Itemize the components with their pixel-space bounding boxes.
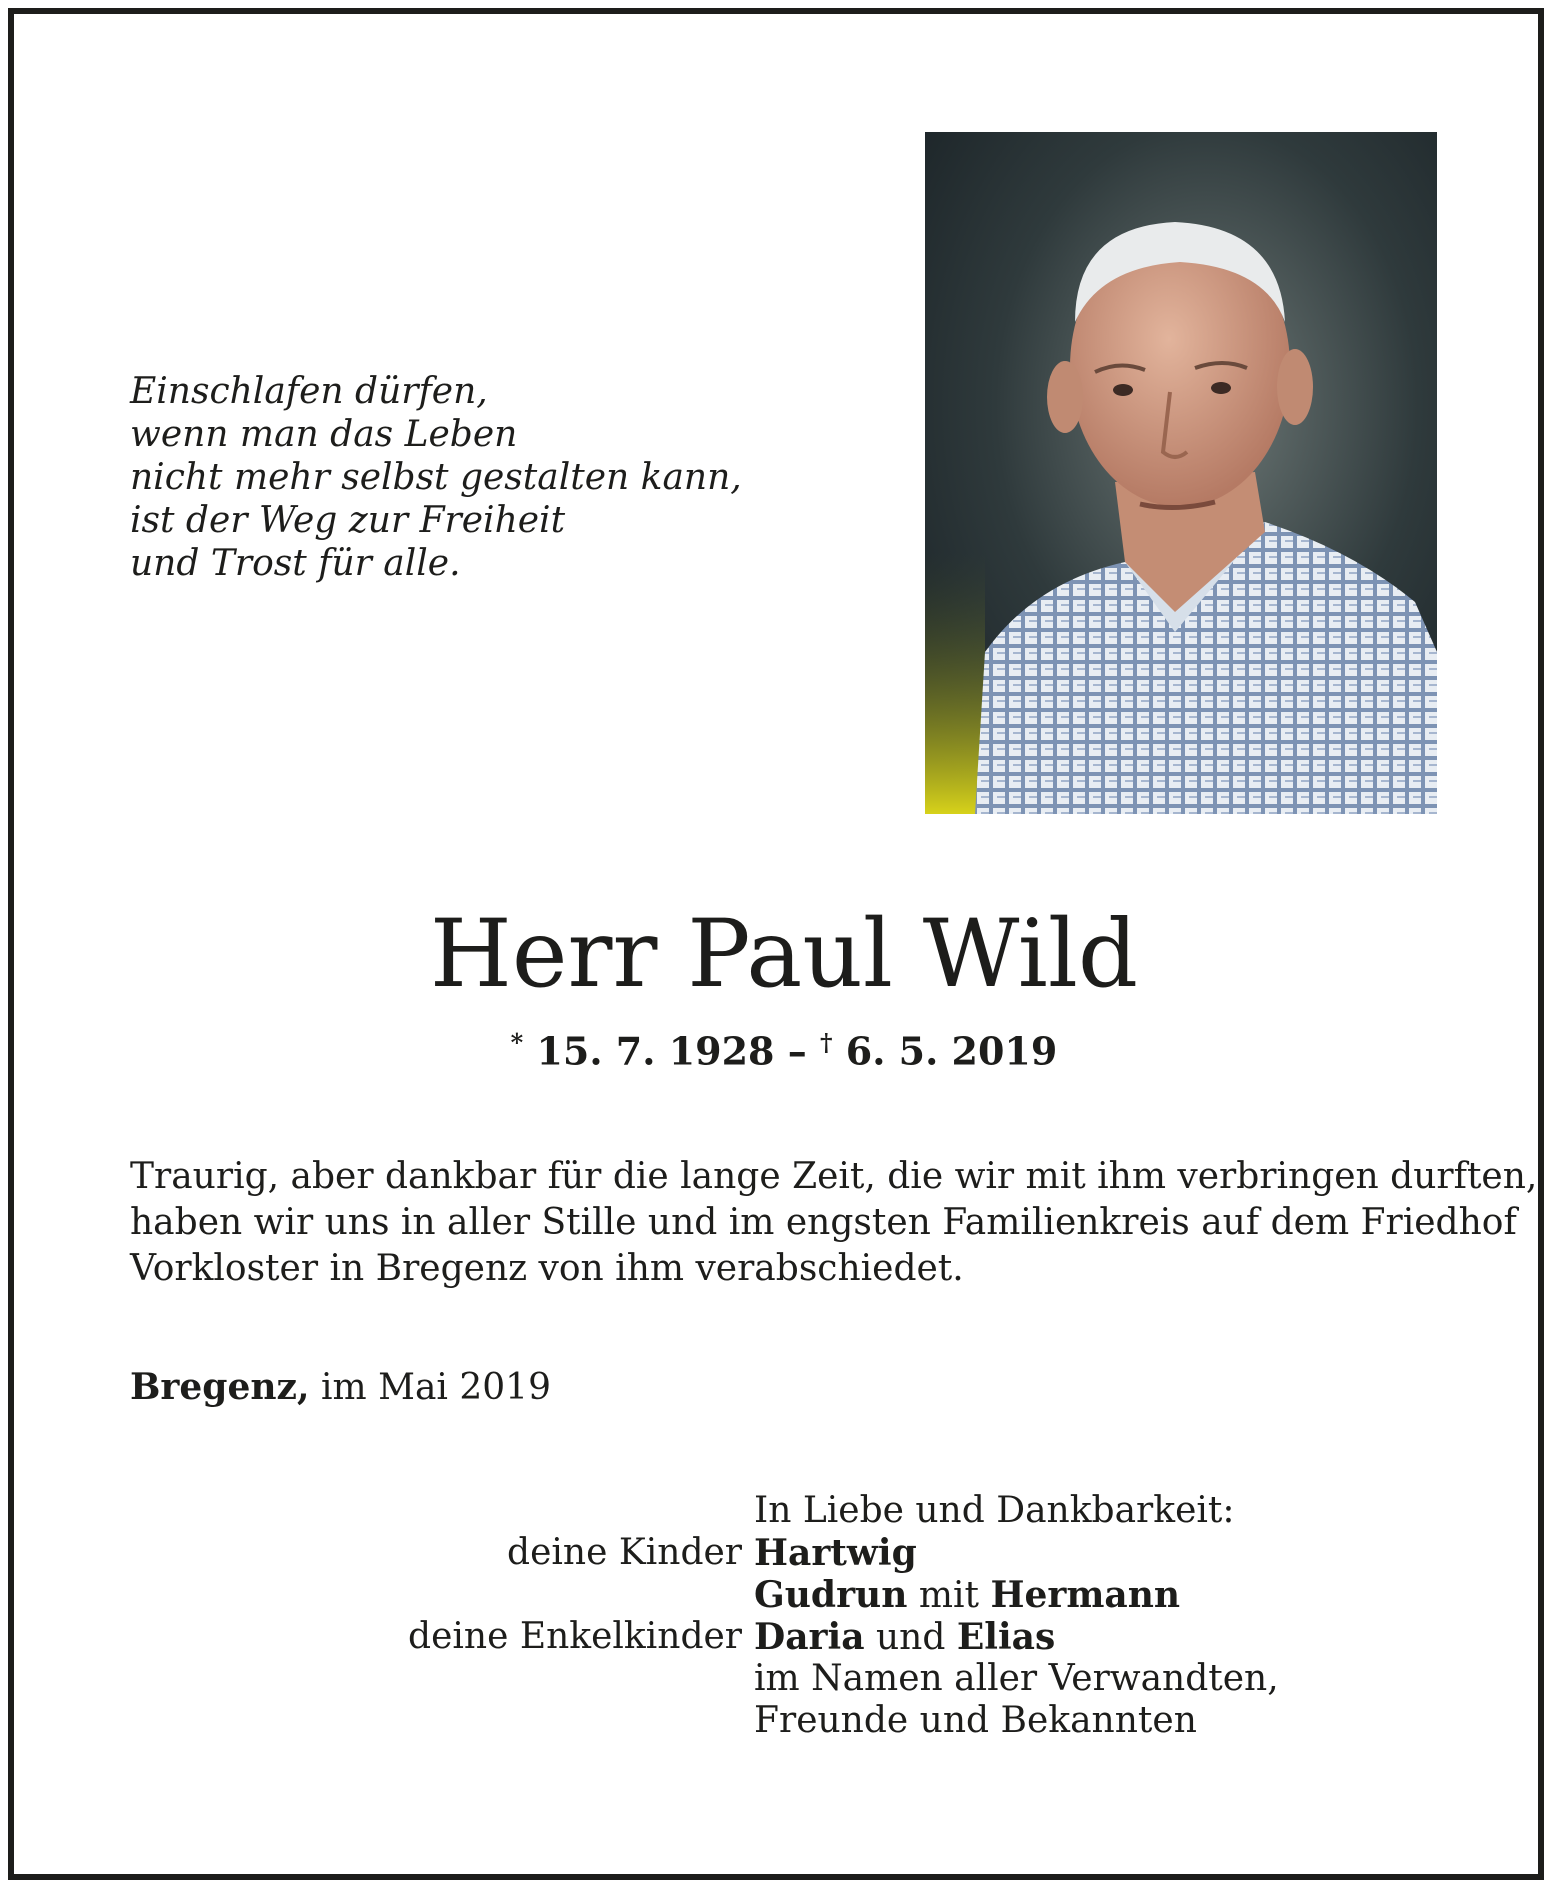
message-line: Vorkloster in Bregenz von ihm verabschiedet. xyxy=(130,1248,964,1289)
grandchildren-label: deine Enkelkinder xyxy=(408,1616,742,1657)
place-date-text: im Mai 2019 xyxy=(320,1367,551,1408)
date-separator: – xyxy=(787,1028,807,1074)
message-line: Traurig, aber dankbar für die lange Zeit, die wir mit ihm verbringen durften, xyxy=(130,1156,1538,1197)
life-dates xyxy=(0,1028,1568,1074)
motto-line: und Trost für alle. xyxy=(130,543,461,584)
closing-line: Freunde und Bekannten xyxy=(754,1700,1197,1741)
deceased-name: Herr Paul Wild xyxy=(429,900,1139,1009)
and-word: und xyxy=(875,1617,946,1658)
motto-line: ist der Weg zur Freiheit xyxy=(130,500,566,541)
death-symbol: † xyxy=(819,1028,833,1057)
closing-line: im Namen aller Verwandten, xyxy=(754,1658,1279,1699)
portrait-illustration xyxy=(925,132,1437,814)
birth-symbol: * xyxy=(510,1028,524,1057)
place-city: Bregenz, xyxy=(130,1366,310,1408)
child-name: Gudrun xyxy=(754,1574,908,1616)
partner-name: Hermann xyxy=(990,1574,1181,1616)
signoff-intro: In Liebe und Dankbarkeit: xyxy=(754,1490,1235,1531)
message-line: haben wir uns in aller Stille und im engsten Familienkreis auf dem Friedhof xyxy=(130,1202,1517,1243)
portrait-photo xyxy=(925,132,1437,814)
signoff-block xyxy=(0,1490,1568,1742)
birth-date: 15. 7. 1928 xyxy=(536,1028,775,1074)
place-date xyxy=(130,1366,551,1408)
grandchild-name: Elias xyxy=(956,1616,1056,1658)
motto-line: Einschlafen dürfen, xyxy=(130,371,488,412)
motto-line: wenn man das Leben xyxy=(130,414,518,455)
message-text xyxy=(130,1154,1537,1292)
children-label: deine Kinder xyxy=(507,1532,742,1573)
death-date: 6. 5. 2019 xyxy=(845,1028,1058,1074)
motto-quote xyxy=(130,370,742,585)
with-word: mit xyxy=(918,1575,979,1616)
motto-line: nicht mehr selbst gestalten kann, xyxy=(130,457,742,498)
child-name: Hartwig xyxy=(754,1532,917,1574)
grandchild-name: Daria xyxy=(754,1616,865,1658)
